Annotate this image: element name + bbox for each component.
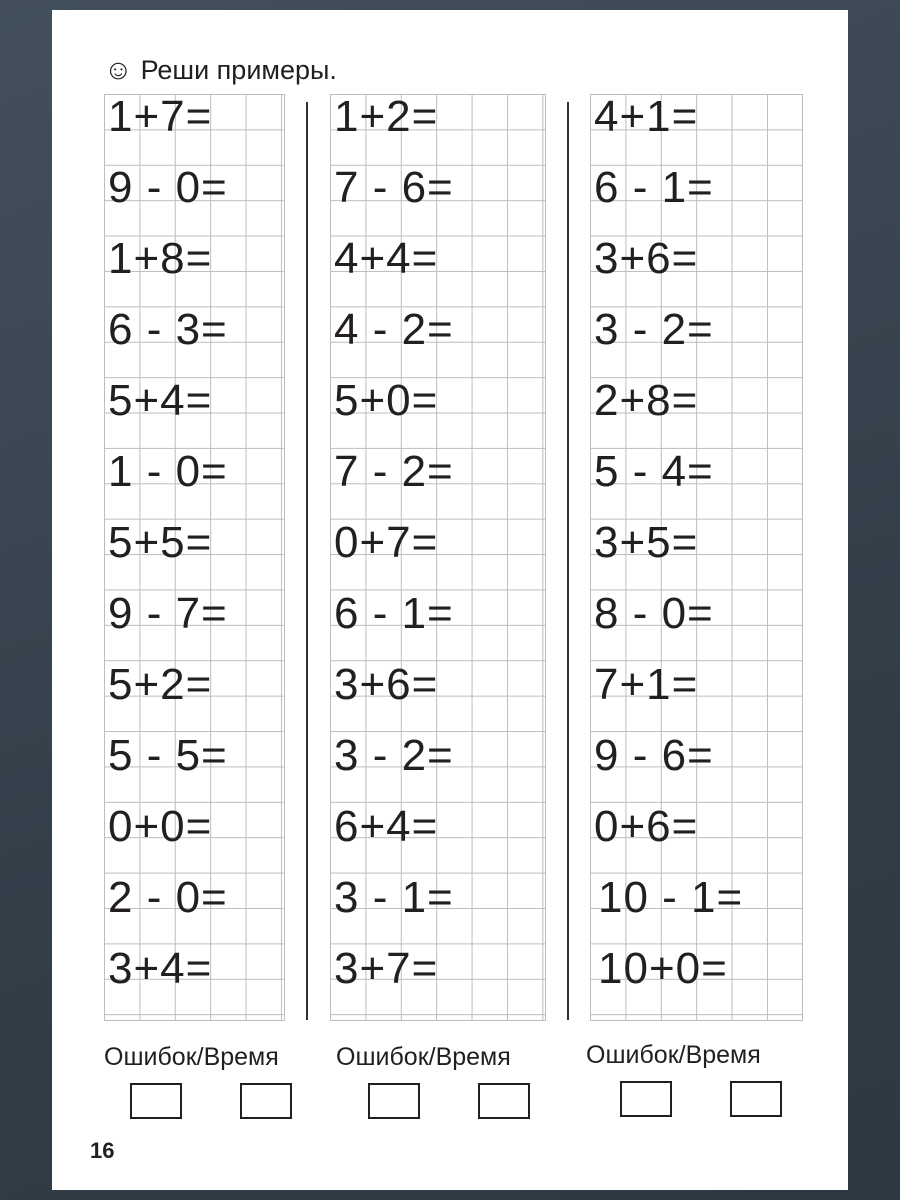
example-row: 5+4= bbox=[108, 376, 213, 425]
example-row: 4+4= bbox=[334, 234, 439, 283]
example-row: 9 - 7= bbox=[108, 589, 228, 638]
example-row: 5+2= bbox=[108, 660, 213, 709]
example-row: 7+1= bbox=[594, 660, 699, 709]
errors-box[interactable] bbox=[620, 1081, 672, 1117]
example-row: 5+5= bbox=[108, 518, 213, 567]
errors-box[interactable] bbox=[130, 1083, 182, 1119]
time-box[interactable] bbox=[478, 1083, 530, 1119]
example-row: 5 - 5= bbox=[108, 731, 228, 780]
example-row: 3 - 2= bbox=[594, 305, 714, 354]
example-row: 3 - 2= bbox=[334, 731, 454, 780]
example-row: 7 - 2= bbox=[334, 447, 454, 496]
column-divider bbox=[306, 102, 308, 1020]
example-row: 1+2= bbox=[334, 92, 439, 141]
worksheet-page bbox=[52, 10, 848, 1190]
example-row: 8 - 0= bbox=[594, 589, 714, 638]
time-box[interactable] bbox=[240, 1083, 292, 1119]
example-row: 0+6= bbox=[594, 802, 699, 851]
example-row: 1+8= bbox=[108, 234, 213, 283]
example-row: 7 - 6= bbox=[334, 163, 454, 212]
example-row: 10+0= bbox=[598, 944, 728, 993]
example-row: 6+4= bbox=[334, 802, 439, 851]
errors-time-label: Ошибок/Время bbox=[104, 1043, 279, 1071]
example-row: 1 - 0= bbox=[108, 447, 228, 496]
title-text: Реши примеры. bbox=[140, 54, 337, 85]
example-row: 4+1= bbox=[594, 92, 699, 141]
example-row: 5+0= bbox=[334, 376, 439, 425]
errors-box[interactable] bbox=[368, 1083, 420, 1119]
example-row: 0+7= bbox=[334, 518, 439, 567]
example-row: 6 - 1= bbox=[594, 163, 714, 212]
column-divider bbox=[567, 102, 569, 1020]
example-row: 9 - 6= bbox=[594, 731, 714, 780]
task-title bbox=[104, 50, 337, 90]
example-row: 5 - 4= bbox=[594, 447, 714, 496]
page-number: 16 bbox=[90, 1138, 115, 1163]
example-row: 3 - 1= bbox=[334, 873, 454, 922]
example-row: 3+7= bbox=[334, 944, 439, 993]
smiley-icon: ☺ bbox=[104, 54, 133, 85]
errors-time-label: Ошибок/Время bbox=[586, 1041, 761, 1069]
example-row: 3+6= bbox=[334, 660, 439, 709]
example-row: 3+4= bbox=[108, 944, 213, 993]
example-row: 3+6= bbox=[594, 234, 699, 283]
example-row: 3+5= bbox=[594, 518, 699, 567]
example-row: 2 - 0= bbox=[108, 873, 228, 922]
example-row: 4 - 2= bbox=[334, 305, 454, 354]
example-row: 2+8= bbox=[594, 376, 699, 425]
errors-time-label: Ошибок/Время bbox=[336, 1043, 511, 1071]
time-box[interactable] bbox=[730, 1081, 782, 1117]
example-row: 9 - 0= bbox=[108, 163, 228, 212]
example-row: 1+7= bbox=[108, 92, 213, 141]
example-row: 0+0= bbox=[108, 802, 213, 851]
example-row: 6 - 1= bbox=[334, 589, 454, 638]
example-row: 6 - 3= bbox=[108, 305, 228, 354]
example-row: 10 - 1= bbox=[598, 873, 744, 922]
